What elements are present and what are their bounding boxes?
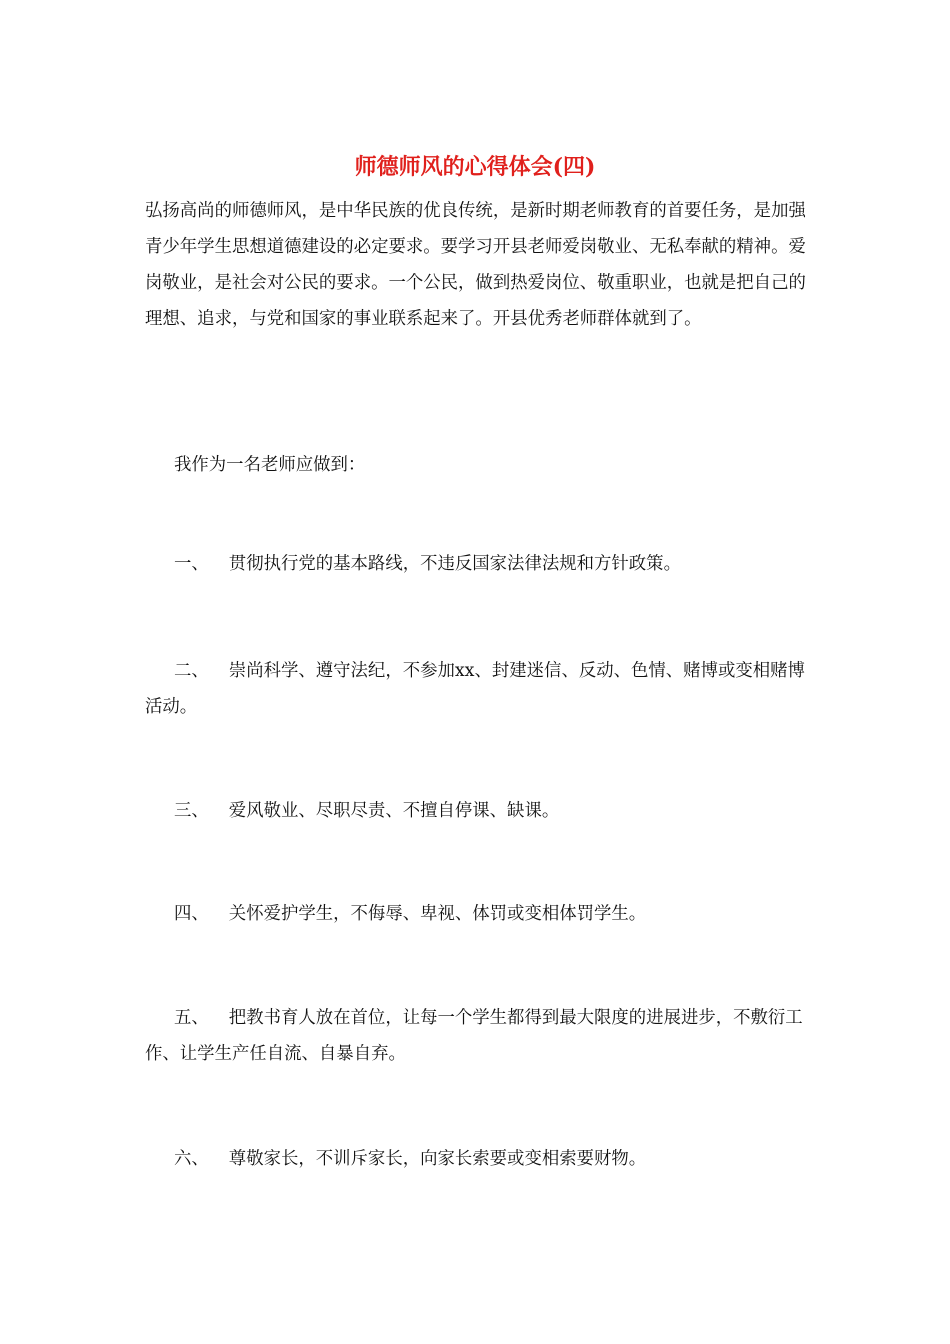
list-item	[145, 1000, 810, 1072]
list-item-text: 爱风敬业、尽职尽责、不擅自停课、缺课。	[228, 801, 560, 821]
list-item-number: 六、	[174, 1149, 209, 1169]
list-item-number: 二、	[174, 661, 209, 681]
list-item-text: 崇尚科学、遵守法纪，不参加xx、封建迷信、反动、色情、赌博或变相赌博活动。	[145, 661, 805, 717]
list-item	[145, 546, 810, 582]
list-item-number: 五、	[174, 1008, 209, 1028]
list-item	[145, 793, 810, 829]
lead-paragraph: 我作为一名老师应做到：	[174, 455, 366, 475]
document-title: 师德师风的心得体会(四)	[354, 154, 596, 180]
list-item-text: 把教书育人放在首位，让每一个学生都得到最大限度的进展进步，不敷衍工作、让学生产任自流、自暴自弃。	[145, 1008, 803, 1064]
list-item-text: 贯彻执行党的基本路线，不违反国家法律法规和方针政策。	[228, 554, 681, 574]
list-item	[145, 653, 810, 725]
list-item-number: 三、	[174, 801, 209, 821]
intro-paragraph: 弘扬高尚的师德师风，是中华民族的优良传统，是新时期老师教育的首要任务，是加强青少年学生思想道德建设的必定要求。要学习开县老师爱岗敬业、无私奉献的精神。爱岗敬业，是社会对公民的要求。一个公民，做到热爱岗位、敬重职业，也就是把自己的理想、追求，与党和国家的事业联系起来了。开县优秀老师群体就到了。	[145, 201, 806, 329]
list-item-number: 一、	[174, 554, 209, 574]
list-item	[145, 1141, 810, 1177]
list-item-text: 尊敬家长，不训斥家长，向家长索要或变相索要财物。	[228, 1149, 647, 1169]
list-item-number: 四、	[174, 904, 209, 924]
list-item-text: 关怀爱护学生，不侮辱、卑视、体罚或变相体罚学生。	[228, 904, 647, 924]
list-item	[145, 896, 810, 932]
